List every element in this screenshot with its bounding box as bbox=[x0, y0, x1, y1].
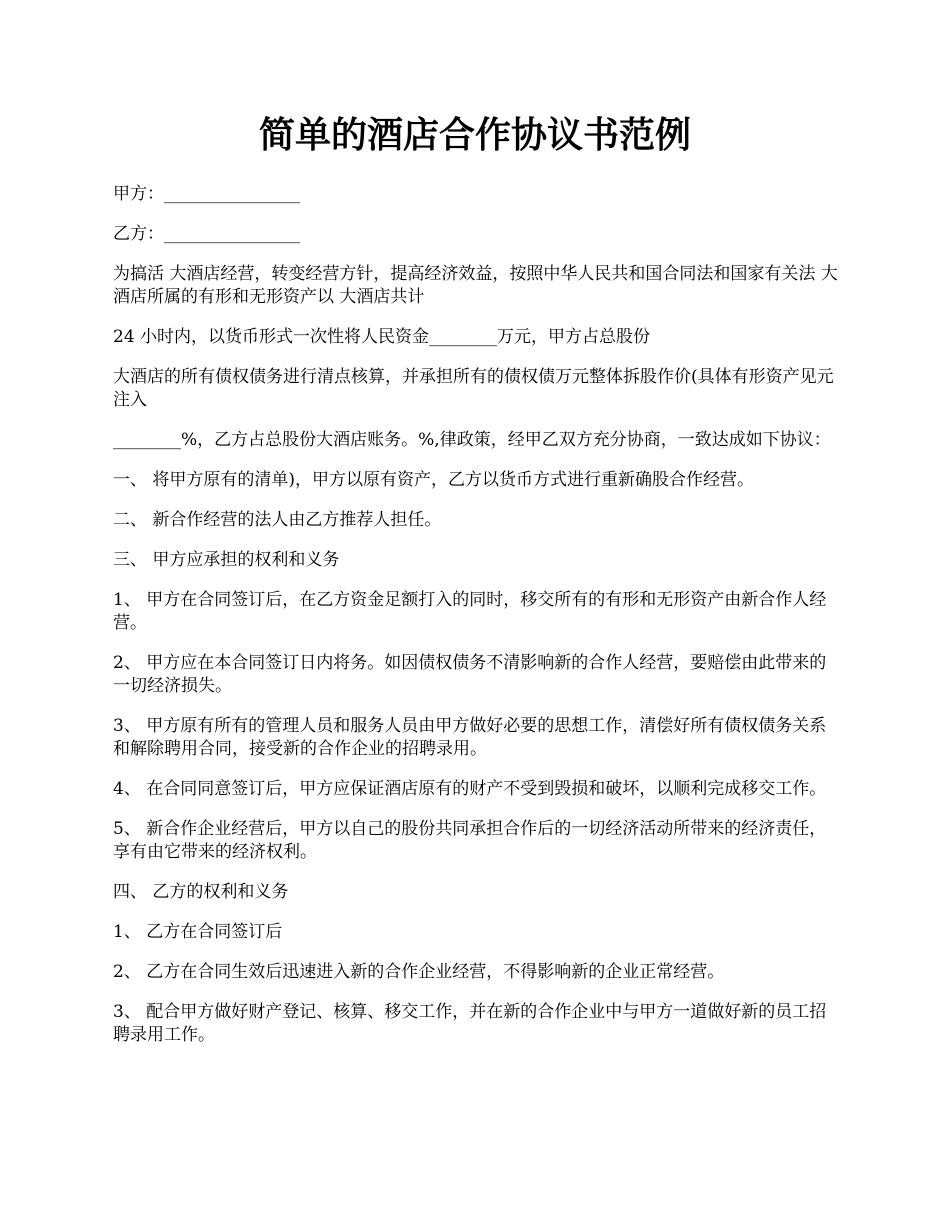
section-heading-party-b: 四、 乙方的权利和义务 bbox=[113, 882, 289, 902]
party-a-item-1: 1、 甲方在合同签订后，在乙方资金足额打入的同时，移交所有的有形和无形资产由新合作人经营。 bbox=[113, 590, 827, 633]
party-a-item-3: 3、 甲方原有所有的管理人员和服务人员由甲方做好必要的思想工作，清偿好所有债权债务关系和解除聘用合同，接受新的合作企业的招聘录用。 bbox=[113, 716, 827, 759]
clause-one: 一、 将甲方原有的清单)，甲方以原有资产，乙方以货币方式进行重新确股合作经营。 bbox=[113, 470, 755, 490]
clause-two: 二、 新合作经营的法人由乙方推荐人担任。 bbox=[113, 510, 442, 530]
party-b-item-3: 3、 配合甲方做好财产登记、核算、移交工作，并在新的合作企业中与甲方一道做好新的员工招聘录用工作。 bbox=[113, 1002, 827, 1045]
debt-paragraph: 大酒店的所有债权债务进行清点核算，并承担所有的债权债万元整体拆股作价(具体有形资产见元注入 bbox=[113, 367, 834, 410]
document-body bbox=[113, 183, 841, 1064]
capital-paragraph: 24 小时内，以货币形式一次性将人民资金________万元，甲方占总股份 bbox=[113, 327, 651, 347]
party-b-item-1: 1、 乙方在合同签订后 bbox=[113, 922, 283, 942]
share-paragraph: ________%，乙方占总股份大酒店账务。%,律政策，经甲乙双方充分协商，一致达成如下协议： bbox=[113, 430, 831, 450]
section-heading-party-a: 三、 甲方应承担的权利和义务 bbox=[113, 550, 340, 570]
party-a-line: 甲方：________________ bbox=[113, 184, 300, 204]
document-title: 简单的酒店合作协议书范例 bbox=[258, 114, 691, 156]
party-a-item-2: 2、 甲方应在本合同签订日内将务。如因债权债务不清影响新的合作人经营，要赔偿由此带来的一切经济损失。 bbox=[113, 653, 827, 696]
party-a-item-5: 5、 新合作企业经营后，甲方以自己的股份共同承担合作后的一切经济活动所带来的经济责任，享有由它带来的经济权利。 bbox=[113, 819, 827, 862]
party-b-item-2: 2、 乙方在合同生效后迅速进入新的合作企业经营，不得影响新的企业正常经营。 bbox=[113, 962, 725, 982]
preamble-paragraph: 为搞活 大酒店经营，转变经营方针，提高经济效益，按照中华人民共和国合同法和国家有关法 大酒店所属的有形和无形资产以 大酒店共计 bbox=[113, 264, 838, 307]
party-b-line: 乙方：________________ bbox=[113, 224, 300, 244]
party-a-item-4: 4、 在合同同意签订后，甲方应保证酒店原有的财产不受到毁损和破坏，以顺利完成移交工作。 bbox=[113, 779, 827, 799]
